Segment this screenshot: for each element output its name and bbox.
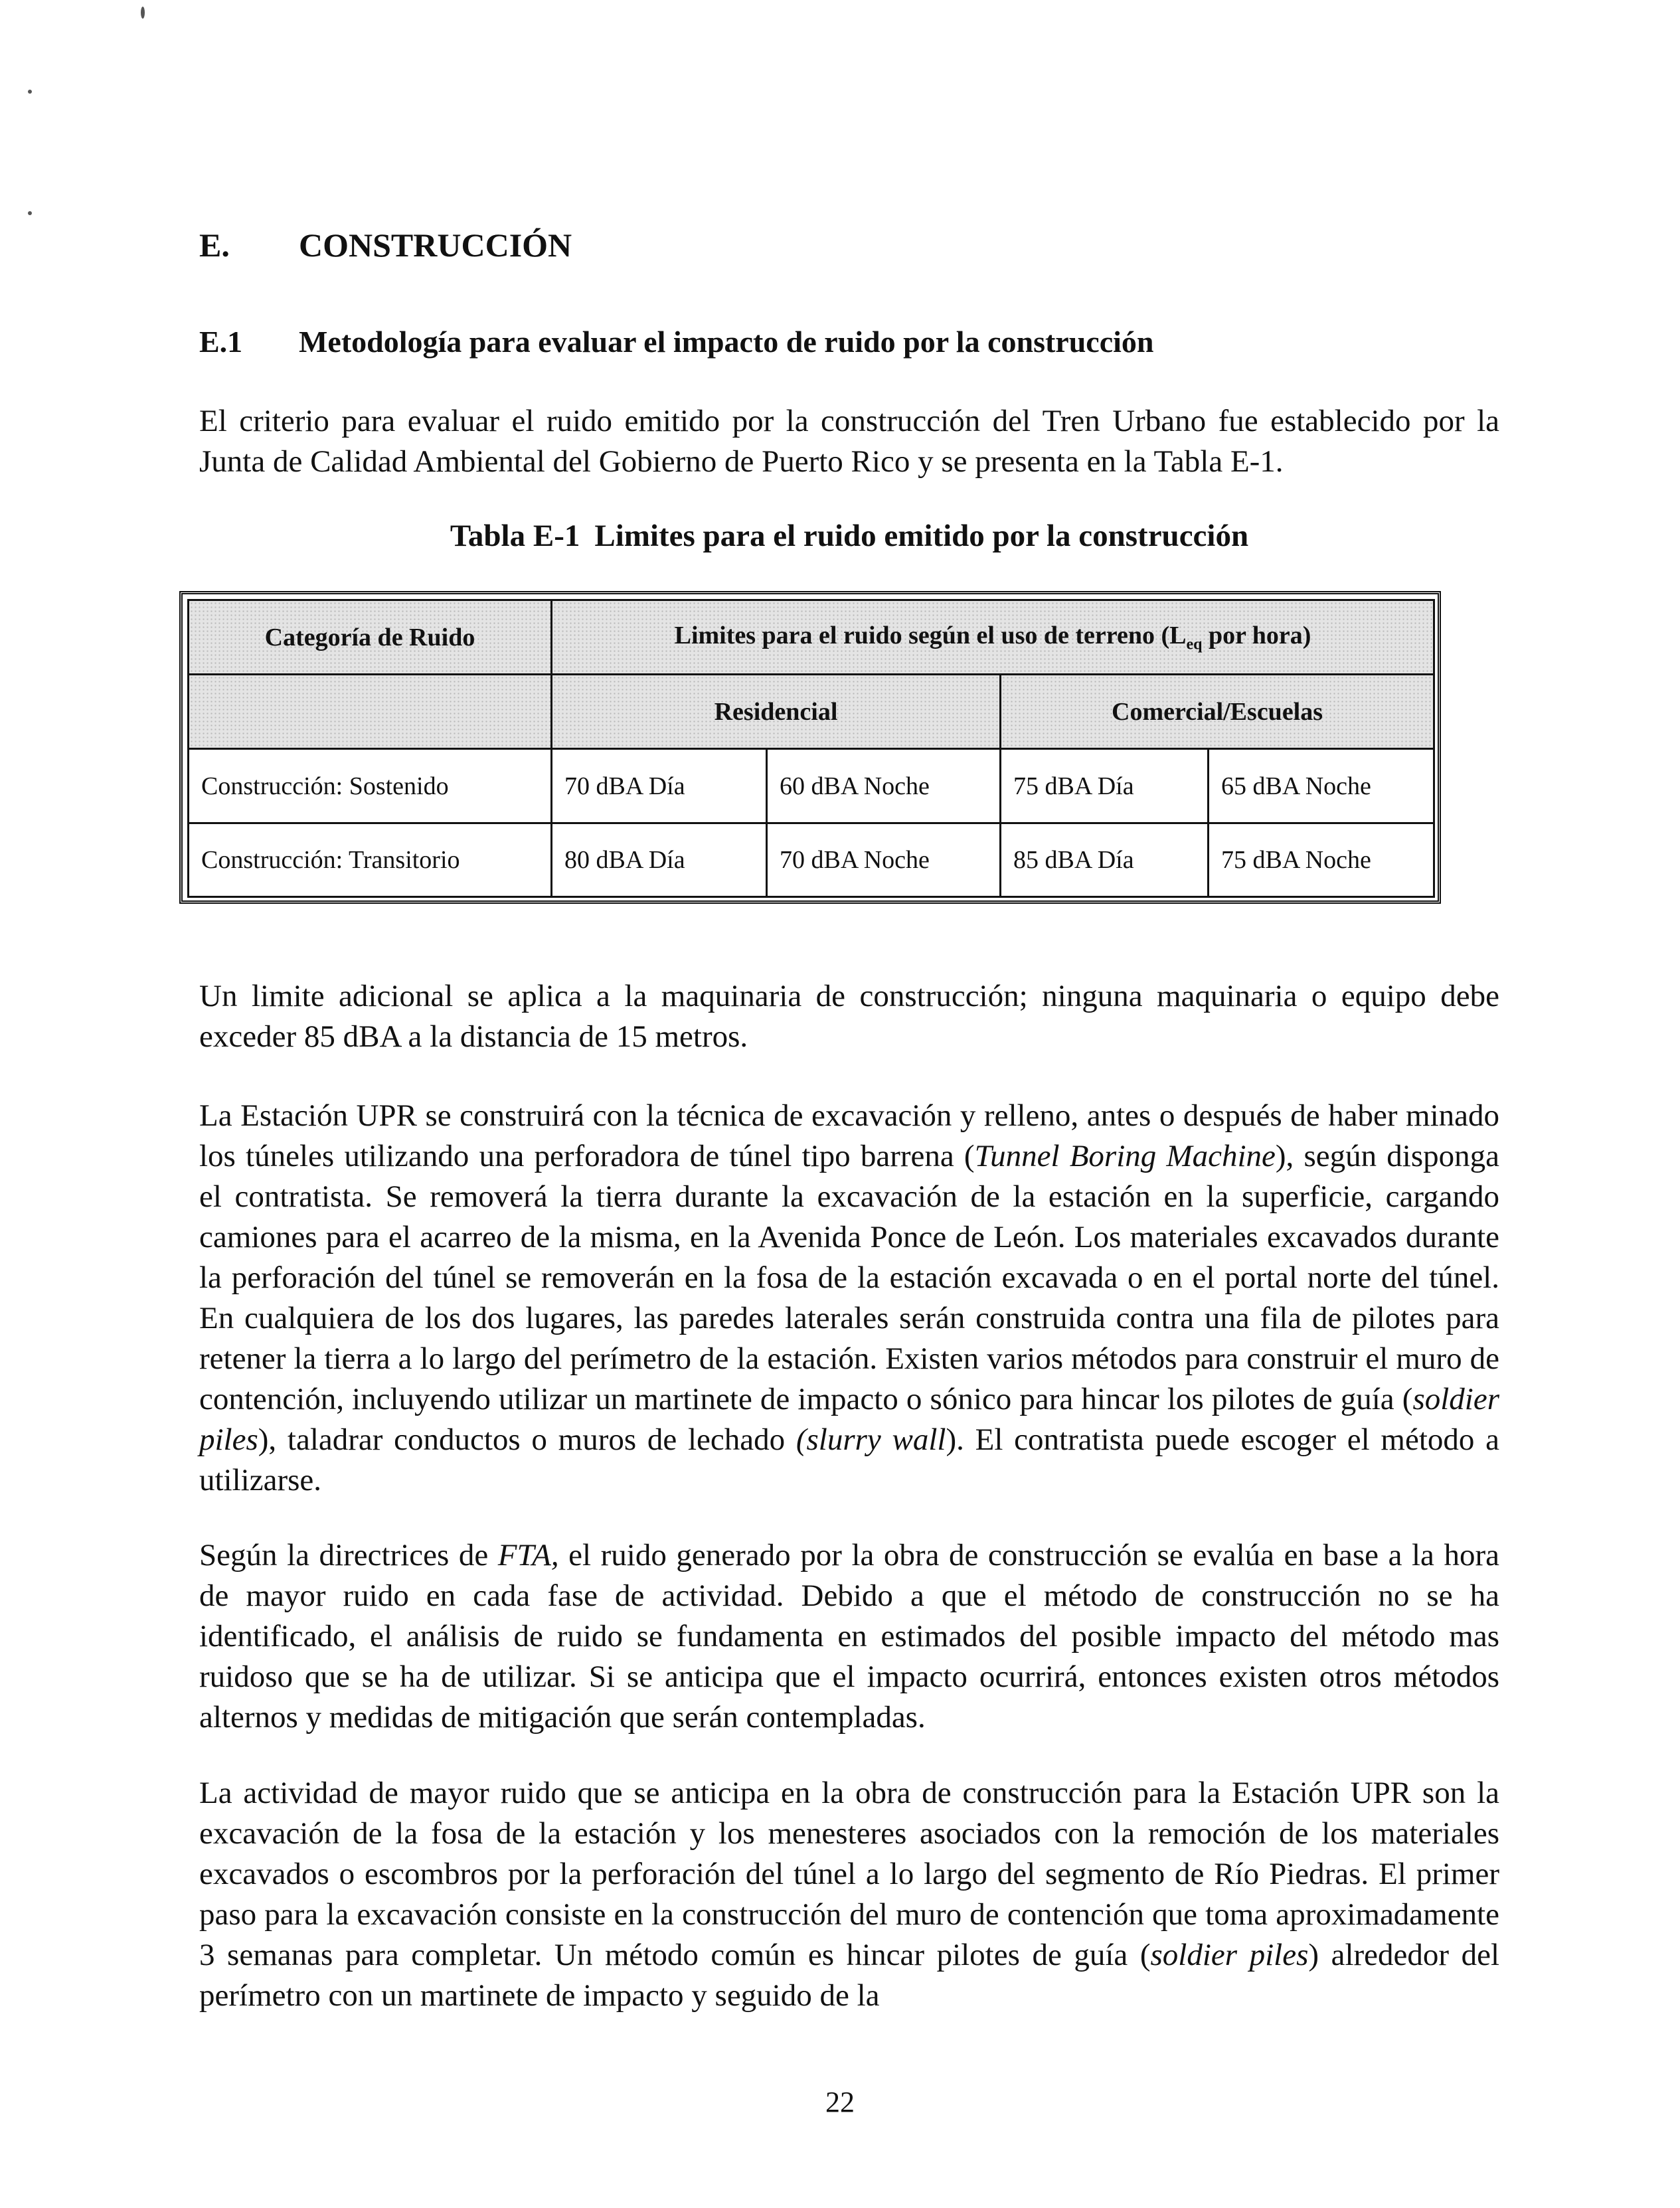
p2-italic-a: Tunnel Boring Machine: [974, 1139, 1276, 1173]
subsection-heading: [199, 324, 1154, 359]
section-title: CONSTRUCCIÓN: [299, 226, 572, 264]
p2-text-a: La Estación UPR se construirá con la técnica de excavación y relleno, antes o después de haber minado los túneles utilizando una perforadora de túnel tipo barrena (: [199, 1098, 1499, 1173]
row-category: Construcción: Sostenido: [189, 749, 552, 823]
header-limits-post: por hora): [1202, 621, 1311, 649]
row-category: Construcción: Transitorio: [189, 823, 552, 897]
res-night: 70 dBA Noche: [767, 823, 1001, 897]
p4-text-b: ) alrededor del perímetro con un martinete de impacto y seguido de la: [199, 1938, 1500, 2013]
machinery-limit-paragraph: Un limite adicional se aplica a la maquinaria de construcción; ninguna maquinaria o equipo debe exceder 85 dBA a la distancia de 15 metros.: [199, 979, 1499, 1054]
table-caption-number: Tabla E-1: [450, 519, 580, 553]
table-caption: [199, 518, 1499, 554]
p4-italic-a: soldier piles: [1150, 1938, 1309, 1972]
p2-italic-b: soldier piles: [199, 1382, 1499, 1457]
noisiest-activity-paragraph: [199, 1773, 1499, 2016]
header-limits: [552, 600, 1434, 675]
table-caption-text: Limites para el ruido emitido por la construcción: [594, 519, 1249, 553]
table-group-row: [189, 675, 1434, 749]
table-row: [189, 749, 1434, 823]
com-day: 75 dBA Día: [1001, 749, 1209, 823]
page-number: 22: [825, 2086, 855, 2118]
com-night: 75 dBA Noche: [1209, 823, 1434, 897]
subsection-number: E.1: [199, 325, 243, 359]
table-header-row: [189, 600, 1434, 675]
noise-limits-table-frame: [179, 591, 1441, 904]
section-heading: [199, 226, 572, 264]
res-night: 60 dBA Noche: [767, 749, 1001, 823]
p2-italic-c: (slurry wall: [796, 1422, 946, 1457]
header-category: Categoría de Ruido: [189, 600, 552, 675]
p2-text-d: ). El contratista puede escoger el método a utilizarse.: [199, 1422, 1499, 1497]
noise-limits-table: [187, 599, 1435, 898]
scan-speck: [28, 90, 32, 94]
header-limits-pre: Limites para el ruido según el uso de terreno (L: [674, 621, 1187, 649]
upr-station-paragraph: [199, 1096, 1499, 1501]
subsection-title: Metodología para evaluar el impacto de ruido por la construcción: [299, 325, 1154, 359]
header-blank-cell: [189, 675, 552, 749]
res-day: 80 dBA Día: [552, 823, 767, 897]
scan-speck: [141, 7, 145, 19]
header-residential: Residencial: [552, 675, 1001, 749]
fta-guidelines-paragraph: [199, 1535, 1499, 1738]
intro-paragraph: El criterio para evaluar el ruido emitido por la construcción del Tren Urbano fue establecido por la Junta de Calidad Ambiental del Gobierno de Puerto Rico y se presenta en la Tabla E-1.: [199, 404, 1499, 479]
p3-text-a: Según la directrices de: [199, 1538, 498, 1572]
scan-speck: [28, 211, 32, 215]
section-number: E.: [199, 226, 230, 264]
header-limits-sub: eq: [1186, 636, 1203, 653]
com-day: 85 dBA Día: [1001, 823, 1209, 897]
p2-text-c: ), taladrar conductos o muros de lechado: [258, 1422, 796, 1457]
p2-text-b: ), según disponga el contratista. Se removerá la tierra durante la excavación de la estación en la superficie, cargando camiones para el acarreo de la misma, en la Avenida Ponce de León. Los materiales excavados durante la perforación del túnel se removerán en la fosa de la estación excavada o en el portal norte del túnel. En cualquiera de los dos lugares, las paredes laterales serán construida contra una fila de pilotes para retener la tierra a lo largo del perímetro de la estación. Existen varios métodos para construir el muro de contención, incluyendo utilizar un martinete de impacto o sónico para hincar los pilotes de guía (: [199, 1139, 1499, 1416]
p4-text-a: La actividad de mayor ruido que se anticipa en la obra de construcción para la Estación UPR son la excavación de la fosa de la estación y los menesteres asociados con la remoción de los materiales excavados o escombros por la perforación del túnel a lo largo del segmento de Río Piedras. El primer paso para la excavación consiste en la construcción del muro de contención que toma aproximadamente 3 semanas para completar. Un método común es hincar pilotes de guía (: [199, 1776, 1499, 1972]
p3-italic-a: FTA,: [497, 1538, 559, 1572]
res-day: 70 dBA Día: [552, 749, 767, 823]
com-night: 65 dBA Noche: [1209, 749, 1434, 823]
table-row: [189, 823, 1434, 897]
header-commercial: Comercial/Escuelas: [1001, 675, 1434, 749]
p3-text-b: el ruido generado por la obra de construcción se evalúa en base a la hora de mayor ruido en cada fase de actividad. Debido a que el método de construcción no se ha identificado, el análisis de ruido se fundamenta en estimados del posible impacto del método mas ruidoso que se ha de utilizar. Si se anticipa que el impacto ocurrirá, entonces existen otros métodos alternos y medidas de mitigación que serán contempladas.: [199, 1538, 1499, 1735]
